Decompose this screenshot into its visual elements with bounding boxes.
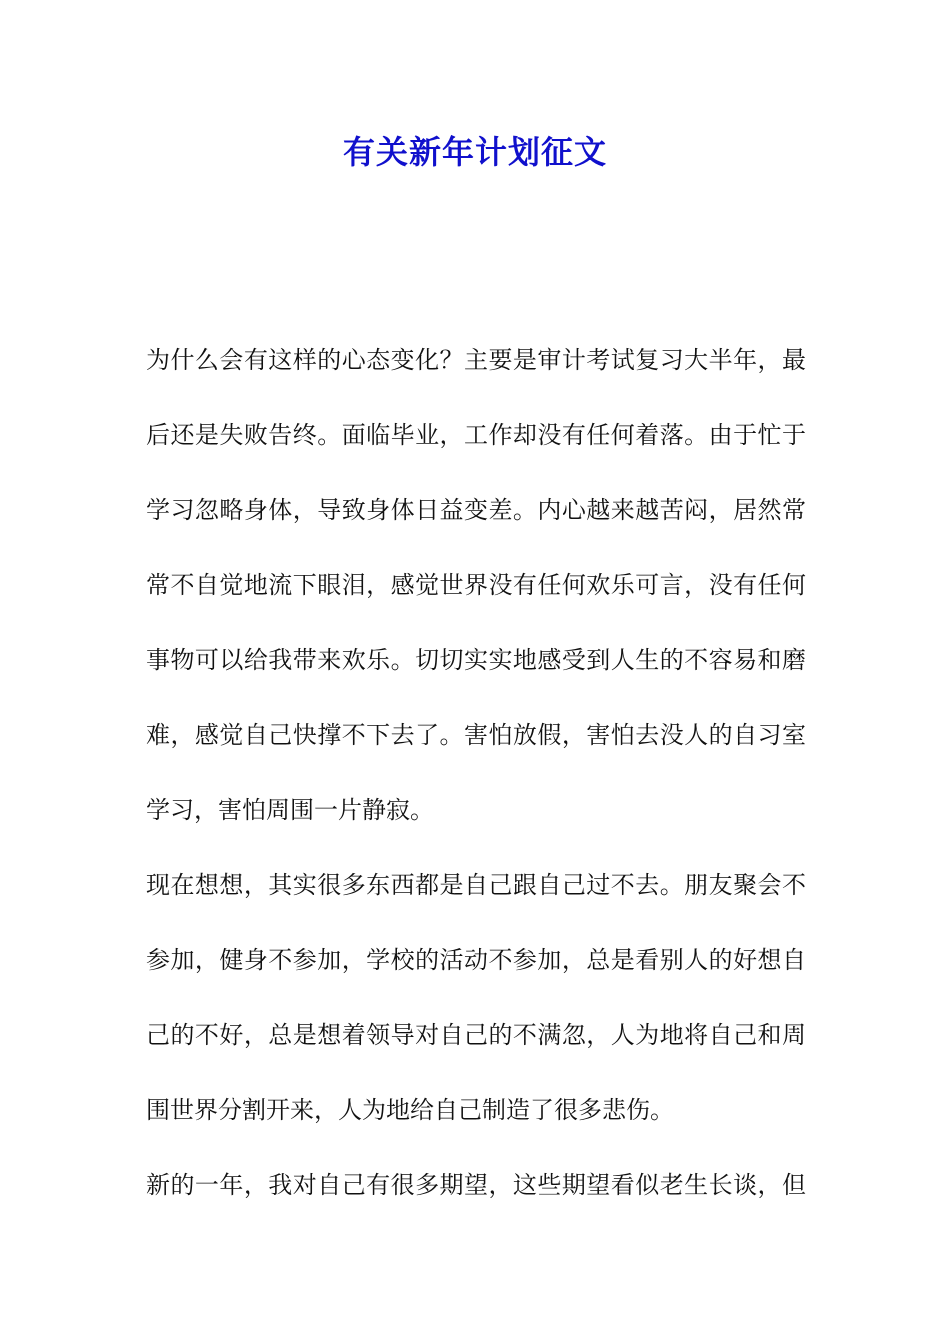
paragraph-line: 常不自觉地流下眼泪，感觉世界没有任何欢乐可言，没有任何 (146, 571, 806, 599)
paragraph-line: 后还是失败告终。面临毕业，工作却没有任何着落。由于忙于 (146, 421, 806, 449)
paragraph-line: 现在想想，其实很多东西都是自己跟自己过不去。朋友聚会不 (146, 871, 806, 899)
paragraph-line: 围世界分割开来，人为地给自己制造了很多悲伤。 (146, 1096, 674, 1124)
paragraph-line: 学习忽略身体，导致身体日益变差。内心越来越苦闷，居然常 (146, 496, 806, 524)
paragraph-line: 事物可以给我带来欢乐。切切实实地感受到人生的不容易和磨 (146, 646, 806, 674)
document-title: 有关新年计划征文 (342, 133, 607, 171)
paragraph-line: 参加，健身不参加，学校的活动不参加，总是看别人的好想自 (146, 946, 806, 974)
paragraph-3 (146, 1161, 806, 1230)
paragraph-2 (146, 861, 806, 1155)
paragraph-1 (146, 336, 806, 855)
document-body (146, 336, 806, 1236)
paragraph-line: 难，感觉自己快撑不下去了。害怕放假，害怕去没人的自习室 (146, 721, 806, 749)
paragraph-line: 为什么会有这样的心态变化？主要是审计考试复习大半年，最 (146, 346, 806, 374)
paragraph-line: 学习，害怕周围一片静寂。 (146, 796, 434, 824)
paragraph-line: 新的一年，我对自己有很多期望，这些期望看似老生长谈，但 (146, 1171, 806, 1199)
paragraph-line: 己的不好，总是想着领导对自己的不满忽，人为地将自己和周 (146, 1021, 806, 1049)
